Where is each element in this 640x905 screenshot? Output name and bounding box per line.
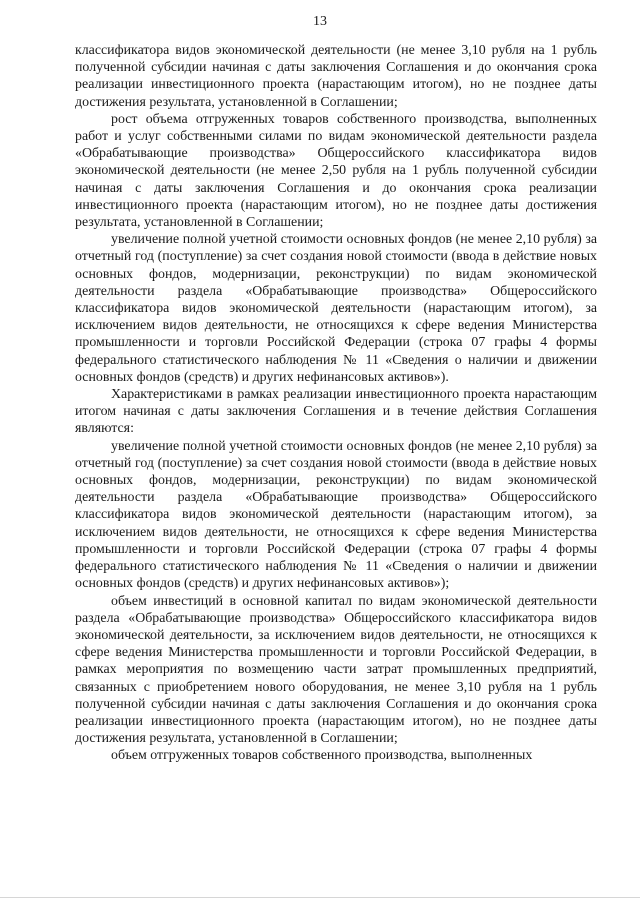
document-body	[75, 42, 597, 765]
paragraph-capital-investment: объем инвестиций в основной капитал по видам экономической деятельности раздела «Обрабатывающие производства» Общероссийского классификатора видов экономической деятельности, за исключением видов деятельности, не относящихся к сфере ведения Министерства промышленности и торговли Российской Федерации, в рамках мероприятия по возмещению части затрат промышленных предприятий, связанных с приобретением нового оборудования, не менее 3,10 рубля на 1 рубль полученной субсидии начиная с даты заключения Соглашения и до окончания срока реализации инвестиционного проекта (нарастающим итогом), но не позднее даты достижения результата, установленной в Соглашении;	[75, 593, 597, 747]
page-bottom-edge	[0, 897, 640, 898]
page-number: 13	[313, 14, 327, 29]
paragraph-shipment-volume: объем отгруженных товаров собственного производства, выполненных	[111, 748, 533, 764]
paragraph-fixed-assets-characteristic: увеличение полной учетной стоимости основных фондов (не менее 2,10 рубля) за отчетный год (поступление) за счет создания новой стоимости (ввода в действие новых основных фондов, модернизации, реконструкции) по видам экономической деятельности раздела «Обрабатывающие производства» Общероссийского классификатора видов экономической деятельности (нарастающим итогом), за исключением видов деятельности, не относящихся к сфере ведения Министерства промышленности и торговли Российской Федерации (строка 07 графы 4 формы федерального статистического наблюдения № 11 «Сведения о наличии и движении основных фондов (средств) и других нефинансовых активов»);	[75, 438, 597, 592]
paragraph-continuation: классификатора видов экономической деятельности (не менее 3,10 рубля на 1 рубль полученной субсидии начиная с даты заключения Соглашения и до окончания срока реализации инвестиционного проекта (нарастающим итогом), но не позднее даты достижения результата, установленной в Соглашении;	[75, 43, 597, 110]
paragraph-shipment-growth: рост объема отгруженных товаров собственного производства, выполненных работ и услуг собственными силами по видам экономической деятельности раздела «Обрабатывающие производства» Общероссийского классификатора видов экономической деятельности (не менее 2,50 рубля на 1 рубль полученной субсидии начиная с даты заключения Соглашения и до окончания срока реализации инвестиционного проекта (нарастающим итогом), но не позднее даты достижения результата, установленной в Соглашении;	[75, 111, 597, 231]
paragraph-characteristics-intro: Характеристиками в рамках реализации инвестиционного проекта нарастающим итогом начиная с даты заключения Соглашения и в течение действия Соглашения являются:	[75, 387, 597, 437]
paragraph-fixed-assets-increase: увеличение полной учетной стоимости основных фондов (не менее 2,10 рубля) за отчетный год (поступление) за счет создания новой стоимости (ввода в действие новых основных фондов, модернизации, реконструкции) по видам экономической деятельности раздела «Обрабатывающие производства» Общероссийского классификатора видов экономической деятельности (нарастающим итогом), за исключением видов деятельности, не относящихся к сфере ведения Министерства промышленности и торговли Российской Федерации (строка 07 графы 4 формы федерального статистического наблюдения № 11 «Сведения о наличии и движении основных фондов (средств) и других нефинансовых активов»).	[75, 232, 597, 385]
